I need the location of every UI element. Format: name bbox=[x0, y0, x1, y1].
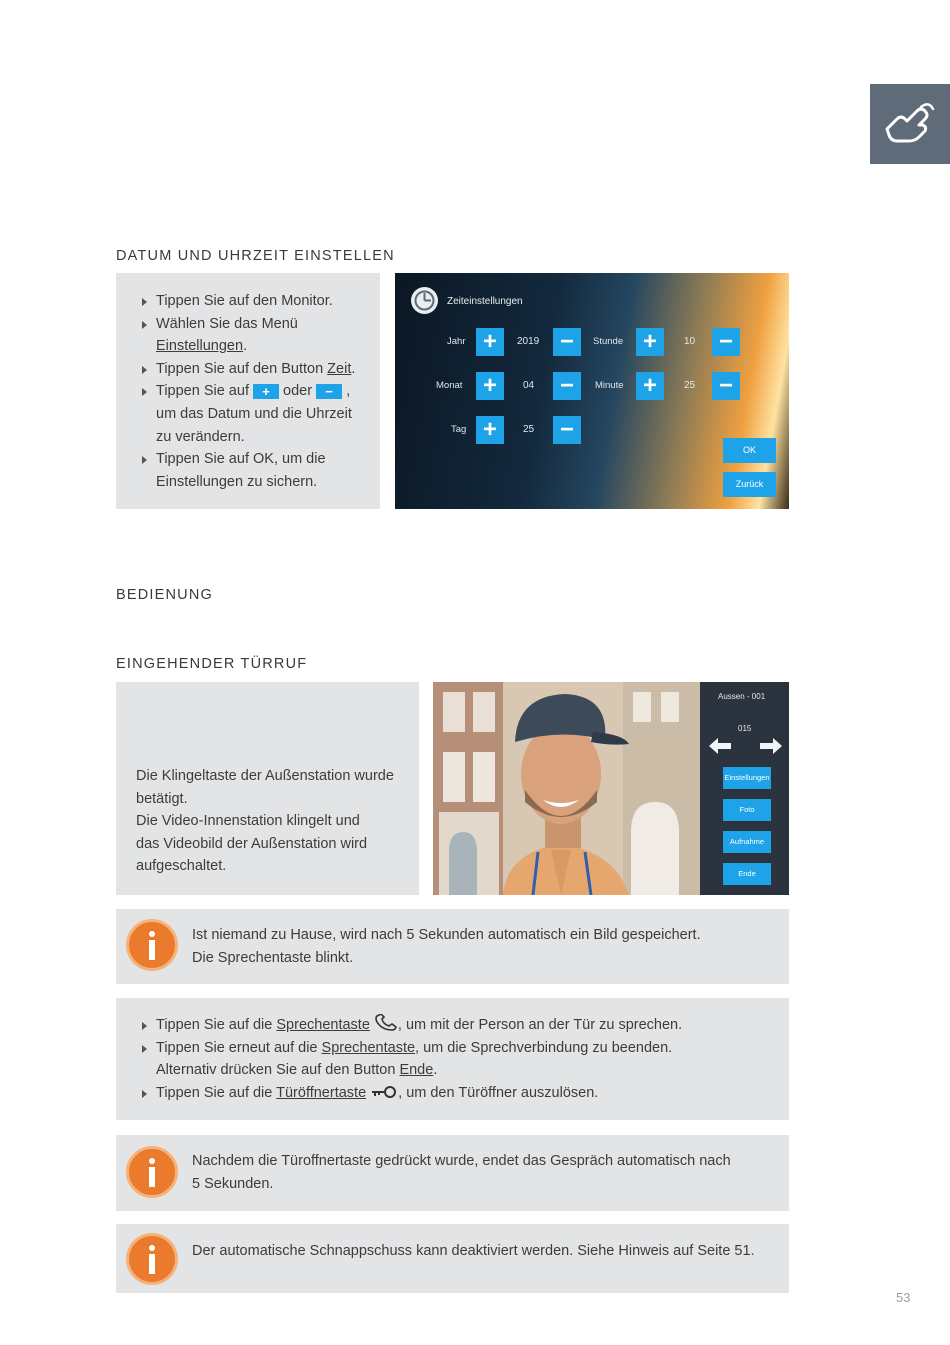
info-line: Die Sprechentaste blinkt. bbox=[192, 949, 354, 966]
info-line: Der automatische Schnappschuss kann deaktiviert werden. Siehe Hinweis auf Seite 51. bbox=[192, 1243, 755, 1259]
step-text: Tippen Sie auf den Button bbox=[156, 360, 328, 377]
record-button[interactable]: Aufnahme bbox=[723, 831, 771, 853]
description-line: aufgeschaltet. bbox=[136, 858, 227, 875]
description-line: das Videobild der Außenstation wird bbox=[136, 835, 368, 852]
step-text: Einstellungen zu sichern. bbox=[156, 473, 318, 490]
door-opener-link[interactable]: Türöffnertaste bbox=[276, 1084, 367, 1101]
settings-link[interactable]: Einstellungen bbox=[156, 338, 244, 355]
end-link[interactable]: Ende bbox=[399, 1062, 434, 1079]
minus-icon: − bbox=[316, 384, 342, 399]
step-text: Tippen Sie auf den Monitor. bbox=[156, 293, 333, 309]
year-value: 2019 bbox=[517, 336, 540, 347]
step-text: , um die Sprechverbindung zu beenden. bbox=[415, 1039, 673, 1056]
door-call-description-box bbox=[116, 682, 419, 895]
year-minus-button[interactable]: − bbox=[553, 328, 581, 356]
section-heading-operation: BEDIENUNG bbox=[116, 587, 214, 603]
instructions-box-datetime bbox=[116, 273, 380, 509]
minute-value: 25 bbox=[684, 380, 696, 391]
step-text: . bbox=[433, 1062, 438, 1079]
day-minus-button[interactable]: − bbox=[553, 416, 581, 444]
clock-icon bbox=[411, 287, 438, 314]
instructions-box-talk bbox=[116, 998, 789, 1120]
step-text: Wählen Sie das Menü bbox=[156, 315, 298, 332]
step-text: Alternativ drücken Sie auf den Button bbox=[156, 1062, 400, 1079]
section-heading-door-call: EINGEHENDER TÜRRUF bbox=[116, 656, 308, 672]
list-item bbox=[140, 403, 355, 426]
list-item bbox=[140, 290, 355, 313]
step-text: um das Datum und die Uhrzeit bbox=[156, 405, 352, 422]
month-value: 04 bbox=[523, 380, 535, 391]
info-box-door-opener bbox=[116, 1135, 789, 1211]
list-item bbox=[140, 1059, 682, 1082]
zeit-link[interactable]: Zeit bbox=[327, 360, 352, 377]
list-item bbox=[140, 380, 355, 403]
minute-label: Minute bbox=[595, 380, 624, 391]
talk-key-link[interactable]: Sprechentaste bbox=[276, 1017, 370, 1033]
step-text: Tippen Sie auf OK, um die bbox=[156, 451, 326, 468]
info-line: Ist niemand zu Hause, wird nach 5 Sekunden automatisch ein Bild gespeichert. bbox=[192, 927, 701, 943]
month-plus-button[interactable]: + bbox=[476, 372, 504, 400]
hour-minus-button[interactable]: − bbox=[712, 328, 740, 356]
info-line: Nachdem die Türoffnertaste gedrückt wurde, endet das Gespräch automatisch nach bbox=[192, 1153, 731, 1169]
step-text: , bbox=[342, 383, 351, 400]
plus-icon: + bbox=[253, 384, 279, 399]
minute-plus-button[interactable]: + bbox=[636, 372, 664, 400]
list-item bbox=[140, 1037, 682, 1060]
arrow-right-icon[interactable] bbox=[760, 738, 782, 754]
list-item bbox=[140, 448, 355, 471]
info-box-snapshot-disable bbox=[116, 1224, 789, 1293]
step-text: Tippen Sie auf die bbox=[156, 1017, 277, 1033]
step-text: . bbox=[243, 338, 248, 355]
hand-touch-icon bbox=[883, 103, 937, 145]
day-value: 25 bbox=[523, 424, 535, 435]
back-button[interactable]: Zurück bbox=[723, 472, 776, 497]
hour-label: Stunde bbox=[593, 336, 624, 347]
list-item bbox=[140, 1014, 682, 1037]
step-text: , um mit der Person an der Tür zu sprechen. bbox=[397, 1017, 683, 1033]
hour-value: 10 bbox=[684, 336, 696, 347]
photo-button[interactable]: Foto bbox=[723, 799, 771, 821]
day-label: Tag bbox=[451, 424, 467, 435]
info-icon bbox=[126, 1233, 178, 1285]
step-text: Tippen Sie auf bbox=[156, 383, 253, 400]
time-settings-screen bbox=[395, 273, 789, 509]
hour-plus-button[interactable]: + bbox=[636, 328, 664, 356]
info-line: 5 Sekunden. bbox=[192, 1175, 274, 1192]
arrow-left-icon[interactable] bbox=[709, 738, 731, 754]
year-plus-button[interactable]: + bbox=[476, 328, 504, 356]
list-item bbox=[140, 471, 355, 494]
month-label: Monat bbox=[436, 380, 463, 391]
step-text: Tippen Sie erneut auf die bbox=[156, 1039, 322, 1056]
screen-title: Zeiteinstellungen bbox=[447, 296, 523, 307]
description-line: betätigt. bbox=[136, 790, 188, 807]
info-icon bbox=[126, 1146, 178, 1198]
description-line: Die Video-Innenstation klingelt und bbox=[136, 813, 360, 830]
info-icon bbox=[126, 919, 178, 971]
visitor-photo bbox=[433, 682, 700, 895]
talk-key-link[interactable]: Sprechentaste bbox=[321, 1039, 416, 1056]
day-plus-button[interactable]: + bbox=[476, 416, 504, 444]
source-label: Aussen - 001 bbox=[718, 692, 766, 701]
step-text: . bbox=[351, 360, 356, 377]
list-item bbox=[140, 313, 355, 336]
month-minus-button[interactable]: − bbox=[553, 372, 581, 400]
list-item bbox=[140, 335, 355, 358]
step-text: oder bbox=[279, 383, 317, 400]
settings-button[interactable]: Einstellungen bbox=[723, 767, 771, 789]
key-icon bbox=[370, 1085, 398, 1099]
ok-button[interactable]: OK bbox=[723, 438, 776, 463]
list-item bbox=[140, 426, 355, 449]
minute-minus-button[interactable]: − bbox=[712, 372, 740, 400]
step-text: Tippen Sie auf die bbox=[156, 1084, 277, 1101]
list-item bbox=[140, 358, 355, 381]
phone-handset-icon bbox=[374, 1014, 398, 1032]
step-text: zu verändern. bbox=[156, 428, 245, 445]
section-heading-datetime: DATUM UND UHRZEIT EINSTELLEN bbox=[116, 248, 395, 264]
call-counter: 015 bbox=[738, 724, 752, 733]
step-text: , um den Türöffner auszulösen. bbox=[398, 1084, 599, 1101]
info-box-snapshot bbox=[116, 909, 789, 984]
list-item bbox=[140, 1082, 682, 1105]
page-number: 53 bbox=[896, 1290, 911, 1305]
year-label: Jahr bbox=[447, 336, 466, 347]
end-button[interactable]: Ende bbox=[723, 863, 771, 885]
chapter-tab bbox=[870, 84, 950, 164]
description-line: Die Klingeltaste der Außenstation wurde bbox=[136, 768, 394, 784]
door-call-screen bbox=[433, 682, 789, 895]
